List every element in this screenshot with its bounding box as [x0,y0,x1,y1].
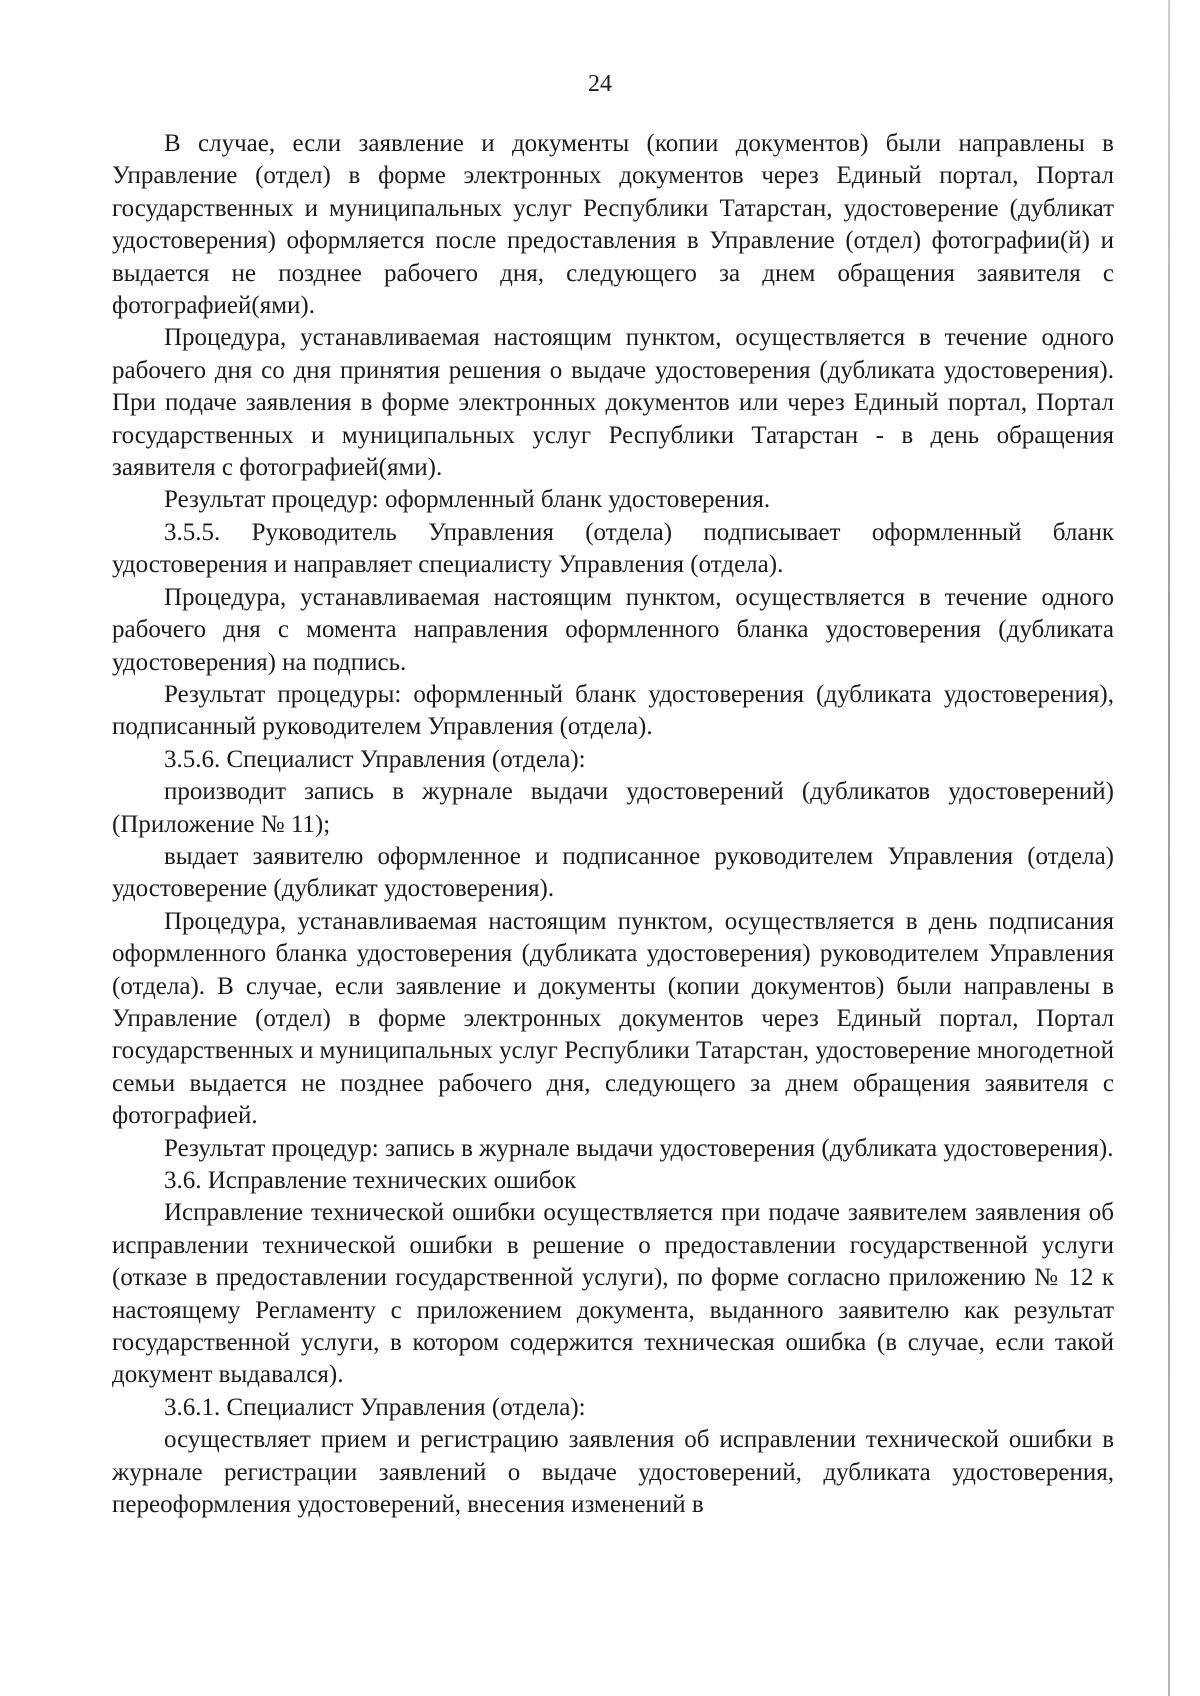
paragraph: 3.6.1. Специалист Управления (отдела): [164,1393,586,1421]
paragraph: Процедура, устанавливаемая настоящим пунктом, осуществляется в день подписания оформленного бланка удостоверения (дубликата удостоверения) руководителем Управления (отдела). В случае, если заявление и документы (копии документов) были направлены в Управление (отдел) в форме электронных документов через Единый портал, Портал государственных и муниципальных услуг Республики Татарстан, удостоверение многодетной семьи выдается не позднее рабочего дня, следующего за днем обращения заявителя с фотографией. [112,907,1114,1130]
paragraph: осуществляет прием и регистрацию заявления об исправлении технической ошибки в журнале регистрации заявлений о выдаче удостоверений, дубликата удостоверения, переоформления удостоверений, внесения изменений в [112,1426,1114,1519]
paragraph: производит запись в журнале выдачи удостоверений (дубликатов удостоверений) (Приложение № 11); [112,778,1114,838]
paragraph: 3.5.5. Руководитель Управления (отдела) подписывает оформленный бланк удостоверения и направляет специалисту Управления (отдела). [112,518,1114,579]
paragraph: 3.5.6. Специалист Управления (отдела): [164,745,586,773]
page-number: 24 [588,71,612,97]
paragraph: Исправление технической ошибки осуществляется при подаче заявителем заявления об исправлении технической ошибки в решение о предоставлении государственной услуги (отказе в предоставлении государственной услуги), по форме согласно приложению № 12 к настоящему Регламенту с приложением документа, выданного заявителю как результат государственной услуги, в котором содержится техническая ошибка (в случае, если такой документ выдавался). [112,1199,1114,1389]
paragraph: Результат процедуры: оформленный бланк удостоверения (дубликата удостоверения), подписанный руководителем Управления (отдела). [112,680,1114,741]
scan-edge-line [1168,0,1170,1696]
document-body [112,128,1114,1521]
paragraph: Процедура, устанавливаемая настоящим пунктом, осуществляется в течение одного рабочего дня со дня принятия решения о выдаче удостоверения (дубликата удостоверения). При подаче заявления в форме электронных документов или через Единый портал, Портал государственных и муниципальных услуг Республики Татарстан - в день обращения заявителя с фотографией(ями). [112,324,1114,482]
paragraph: В случае, если заявление и документы (копии документов) были направлены в Управление (отдел) в форме электронных документов через Единый портал, Портал государственных и муниципальных услуг Республики Татарстан, удостоверение (дубликат удостоверения) оформляется после предоставления в Управление (отдел) фотографии(й) и выдается не позднее рабочего дня, следующего за днем обращения заявителя с фотографией(ями). [112,130,1114,320]
paragraph: выдает заявителю оформленное и подписанное руководителем Управления (отдела) удостоверение (дубликат удостоверения). [112,842,1114,903]
paragraph: Результат процедур: оформленный бланк удостоверения. [164,486,771,514]
paragraph: Процедура, устанавливаемая настоящим пунктом, осуществляется в течение одного рабочего дня с момента направления оформленного бланка удостоверения (дубликата удостоверения) на подпись. [112,583,1114,676]
section-heading: 3.6. Исправление технических ошибок [164,1167,577,1194]
paragraph: Результат процедур: запись в журнале выдачи удостоверения (дубликата удостоверения). [164,1134,1114,1162]
